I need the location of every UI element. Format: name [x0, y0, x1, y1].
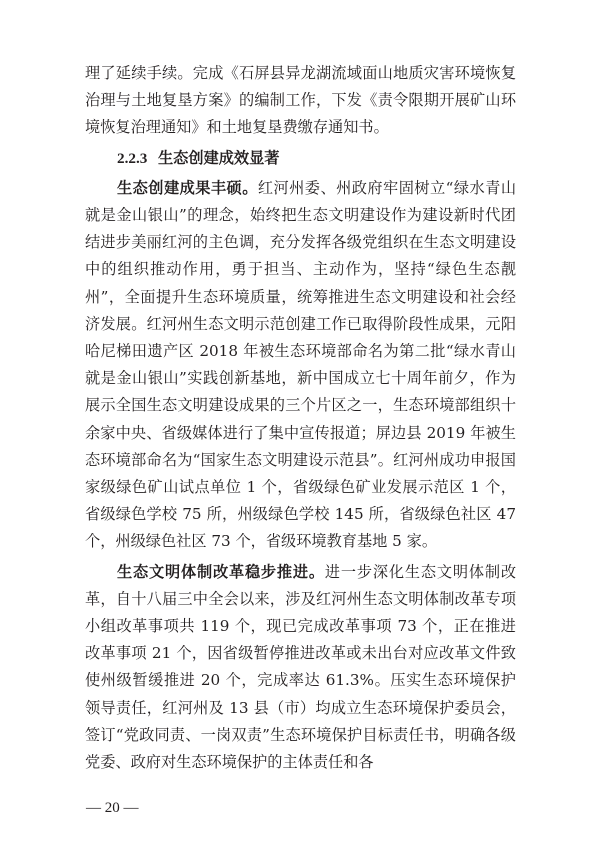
paragraph-reform [85, 559, 516, 777]
paragraph-ecology-lead: 生态创建成果丰硕。 [117, 178, 258, 197]
paragraph-reform-body: 进一步深化生态文明体制改革，自十八届三中全会以来，涉及红河州生态文明体制改革专项小组改革事项共 119 个，现已完成改革事项 73 个，正在推进改革事项 21 个，因省级暂停推进改革或未出台对应改革文件致使州级暂缓推进 20 个，完成率达 61.3%。压实生态环境保护领导责任，红河州及 13 县（市）均成立生态环境保护委员会，签订“党政同责、一岗双责”生态环境保护目标责任书，明确各级党委、政府对生态环境保护的主体责任和各 [85, 562, 517, 772]
section-heading [85, 145, 516, 172]
page-body [85, 60, 516, 776]
paragraph-reform-lead: 生态文明体制改革稳步推进。 [117, 562, 325, 581]
page-number: — 20 — [86, 800, 139, 816]
section-number: 2.2.3 [117, 149, 148, 167]
section-title: 生态创建成效显著 [157, 148, 280, 167]
paragraph-intro: 理了延续手续。完成《石屏县异龙湖流域面山地质灾害环境恢复治理与土地复垦方案》的编制工作，下发《责令限期开展矿山环境恢复治理通知》和土地复垦费缴存通知书。 [85, 64, 516, 137]
paragraph-ecology [85, 175, 516, 556]
paragraph-ecology-body: 红河州委、州政府牢固树立“绿水青山就是金山银山”的理念，始终把生态文明建设作为建设新时代团结进步美丽红河的主色调，充分发挥各级党组织在生态文明建设中的组织推动作用，勇于担当、主动作为，坚持“绿色生态靓州”，全面提升生态环境质量，统筹推进生态文明建设和社会经济发展。红河州生态文明示范创建工作已取得阶段性成果，元阳哈尼梯田遗产区 2018 年被生态环境部命名为第二批“绿水青山就是金山银山”实践创新基地，新中国成立七十周年前夕，作为展示全国生态文明建设成果的三个片区之一，生态环境部组织十余家中央、省级媒体进行了集中宣传报道；屏边县 2019 年被生态环境部命名为“国家生态文明建设示范县”。红河州成功申报国家级绿色矿山试点单位 1 个，省级绿色矿业发展示范区 1 个，省级绿色学校 75 所，州级绿色学校 145 所，省级绿色社区 47 个，州级绿色社区 73 个，省级环境教育基地 5 家。 [85, 178, 517, 551]
